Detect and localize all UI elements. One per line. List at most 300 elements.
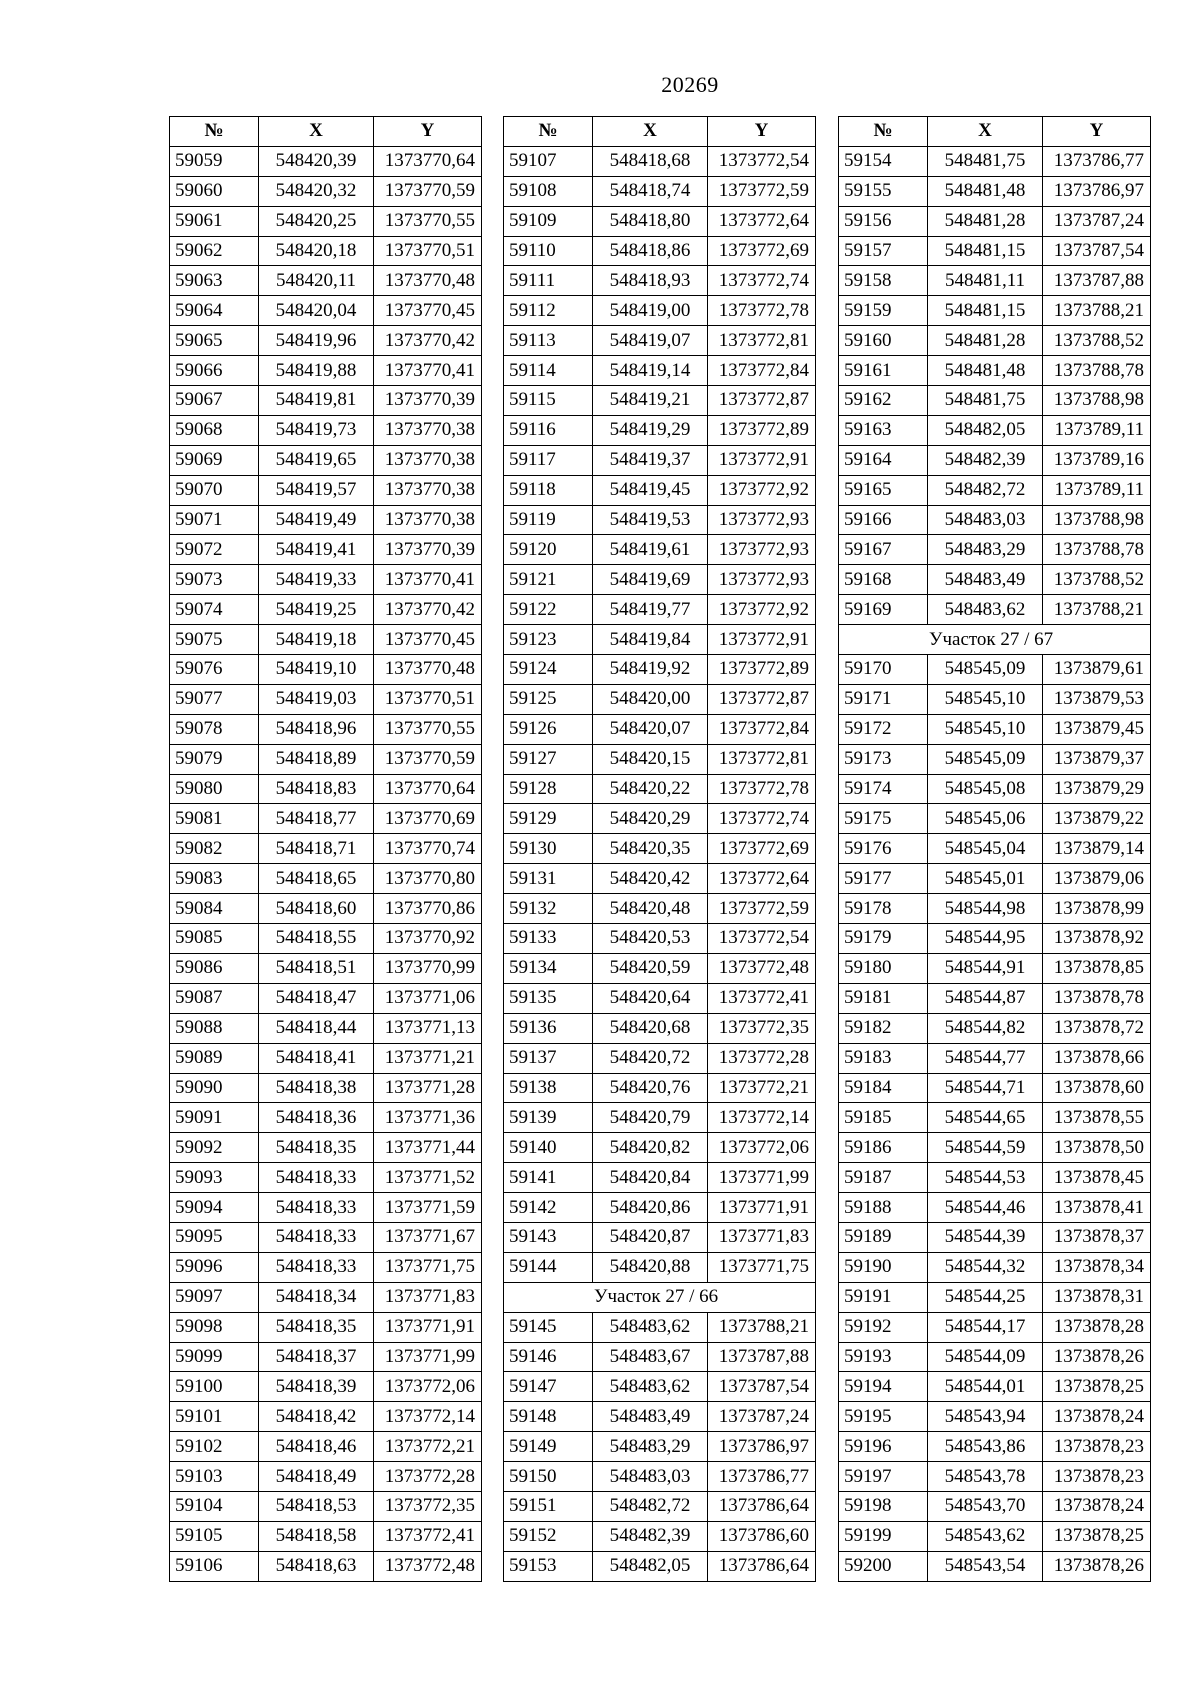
y-coordinate-cell: 1373770,64	[374, 774, 482, 804]
table-row	[170, 1521, 482, 1551]
x-coordinate-cell: 548420,25	[259, 206, 374, 236]
y-coordinate-cell: 1373770,92	[374, 924, 482, 954]
table-row	[839, 1163, 1151, 1193]
column-header-number: №	[170, 117, 259, 147]
point-number-cell: 59151	[504, 1491, 593, 1521]
table-row	[504, 655, 816, 685]
x-coordinate-cell: 548418,80	[593, 206, 708, 236]
table-row	[504, 535, 816, 565]
y-coordinate-cell: 1373771,52	[374, 1163, 482, 1193]
table-row	[839, 1282, 1151, 1312]
table-row	[504, 1372, 816, 1402]
x-coordinate-cell: 548420,72	[593, 1043, 708, 1073]
x-coordinate-cell: 548420,53	[593, 924, 708, 954]
x-coordinate-cell: 548418,33	[259, 1222, 374, 1252]
point-number-cell: 59173	[839, 744, 928, 774]
x-coordinate-cell: 548544,59	[928, 1133, 1043, 1163]
point-number-cell: 59070	[170, 475, 259, 505]
y-coordinate-cell: 1373878,25	[1043, 1372, 1151, 1402]
point-number-cell: 59119	[504, 505, 593, 535]
table-row	[170, 774, 482, 804]
x-coordinate-cell: 548544,53	[928, 1163, 1043, 1193]
y-coordinate-cell: 1373772,64	[708, 206, 816, 236]
point-number-cell: 59177	[839, 864, 928, 894]
point-number-cell: 59175	[839, 804, 928, 834]
y-coordinate-cell: 1373772,93	[708, 535, 816, 565]
y-coordinate-cell: 1373878,92	[1043, 924, 1151, 954]
point-number-cell: 59082	[170, 834, 259, 864]
y-coordinate-cell: 1373772,14	[708, 1103, 816, 1133]
y-coordinate-cell: 1373770,64	[374, 146, 482, 176]
table-row	[839, 206, 1151, 236]
table-row	[504, 1013, 816, 1043]
y-coordinate-cell: 1373772,59	[708, 894, 816, 924]
table-header-row	[839, 117, 1151, 147]
point-number-cell: 59071	[170, 505, 259, 535]
y-coordinate-cell: 1373770,38	[374, 475, 482, 505]
x-coordinate-cell: 548420,00	[593, 684, 708, 714]
table-row	[504, 1521, 816, 1551]
point-number-cell: 59156	[839, 206, 928, 236]
point-number-cell: 59101	[170, 1402, 259, 1432]
x-coordinate-cell: 548418,58	[259, 1521, 374, 1551]
y-coordinate-cell: 1373770,38	[374, 415, 482, 445]
x-coordinate-cell: 548419,41	[259, 535, 374, 565]
y-coordinate-cell: 1373786,60	[708, 1521, 816, 1551]
x-coordinate-cell: 548418,96	[259, 714, 374, 744]
x-coordinate-cell: 548420,15	[593, 744, 708, 774]
table-row	[504, 804, 816, 834]
x-coordinate-cell: 548418,33	[259, 1252, 374, 1282]
y-coordinate-cell: 1373770,39	[374, 386, 482, 416]
y-coordinate-cell: 1373878,31	[1043, 1282, 1151, 1312]
y-coordinate-cell: 1373878,50	[1043, 1133, 1151, 1163]
x-coordinate-cell: 548418,51	[259, 953, 374, 983]
x-coordinate-cell: 548418,33	[259, 1163, 374, 1193]
coordinates-table-2	[503, 116, 816, 1582]
y-coordinate-cell: 1373789,11	[1043, 415, 1151, 445]
point-number-cell: 59182	[839, 1013, 928, 1043]
x-coordinate-cell: 548545,01	[928, 864, 1043, 894]
table-row	[170, 266, 482, 296]
x-coordinate-cell: 548419,92	[593, 655, 708, 685]
point-number-cell: 59129	[504, 804, 593, 834]
table-row	[170, 744, 482, 774]
y-coordinate-cell: 1373772,78	[708, 296, 816, 326]
x-coordinate-cell: 548420,42	[593, 864, 708, 894]
y-coordinate-cell: 1373878,99	[1043, 894, 1151, 924]
y-coordinate-cell: 1373772,87	[708, 386, 816, 416]
y-coordinate-cell: 1373772,35	[708, 1013, 816, 1043]
table-row	[504, 983, 816, 1013]
y-coordinate-cell: 1373878,23	[1043, 1432, 1151, 1462]
table-row	[170, 983, 482, 1013]
table-row	[170, 1551, 482, 1581]
point-number-cell: 59155	[839, 176, 928, 206]
x-coordinate-cell: 548544,77	[928, 1043, 1043, 1073]
table-row	[504, 1342, 816, 1372]
x-coordinate-cell: 548420,84	[593, 1163, 708, 1193]
page-number: 20269	[661, 72, 719, 97]
x-coordinate-cell: 548418,55	[259, 924, 374, 954]
y-coordinate-cell: 1373772,84	[708, 356, 816, 386]
table-row	[839, 445, 1151, 475]
table-header-row	[170, 117, 482, 147]
y-coordinate-cell: 1373772,84	[708, 714, 816, 744]
point-number-cell: 59114	[504, 356, 593, 386]
point-number-cell: 59167	[839, 535, 928, 565]
point-number-cell: 59106	[170, 1551, 259, 1581]
table-row	[170, 206, 482, 236]
point-number-cell: 59188	[839, 1193, 928, 1223]
table-row	[504, 1073, 816, 1103]
x-coordinate-cell: 548543,54	[928, 1551, 1043, 1581]
point-number-cell: 59169	[839, 595, 928, 625]
y-coordinate-cell: 1373770,51	[374, 236, 482, 266]
x-coordinate-cell: 548482,39	[928, 445, 1043, 475]
x-coordinate-cell: 548544,01	[928, 1372, 1043, 1402]
table-row	[839, 1222, 1151, 1252]
y-coordinate-cell: 1373878,66	[1043, 1043, 1151, 1073]
x-coordinate-cell: 548544,32	[928, 1252, 1043, 1282]
table-row	[504, 146, 816, 176]
y-coordinate-cell: 1373788,21	[1043, 296, 1151, 326]
table-row	[504, 625, 816, 655]
point-number-cell: 59146	[504, 1342, 593, 1372]
x-coordinate-cell: 548418,60	[259, 894, 374, 924]
x-coordinate-cell: 548482,72	[593, 1491, 708, 1521]
x-coordinate-cell: 548483,03	[593, 1462, 708, 1492]
x-coordinate-cell: 548418,41	[259, 1043, 374, 1073]
x-coordinate-cell: 548482,05	[928, 415, 1043, 445]
table-row	[504, 864, 816, 894]
table-row	[170, 1372, 482, 1402]
table-row	[170, 1282, 482, 1312]
x-coordinate-cell: 548418,74	[593, 176, 708, 206]
table-row	[504, 356, 816, 386]
y-coordinate-cell: 1373879,29	[1043, 774, 1151, 804]
x-coordinate-cell: 548544,95	[928, 924, 1043, 954]
point-number-cell: 59080	[170, 774, 259, 804]
y-coordinate-cell: 1373878,72	[1043, 1013, 1151, 1043]
x-coordinate-cell: 548418,68	[593, 146, 708, 176]
table-row	[839, 1013, 1151, 1043]
section-row	[504, 1282, 816, 1312]
point-number-cell: 59164	[839, 445, 928, 475]
table-row	[170, 1402, 482, 1432]
point-number-cell: 59102	[170, 1432, 259, 1462]
x-coordinate-cell: 548481,48	[928, 176, 1043, 206]
point-number-cell: 59069	[170, 445, 259, 475]
table-row	[170, 1462, 482, 1492]
x-coordinate-cell: 548418,33	[259, 1193, 374, 1223]
table-row	[839, 774, 1151, 804]
x-coordinate-cell: 548418,77	[259, 804, 374, 834]
y-coordinate-cell: 1373879,53	[1043, 684, 1151, 714]
x-coordinate-cell: 548418,47	[259, 983, 374, 1013]
x-coordinate-cell: 548481,28	[928, 326, 1043, 356]
point-number-cell: 59110	[504, 236, 593, 266]
point-number-cell: 59186	[839, 1133, 928, 1163]
point-number-cell: 59085	[170, 924, 259, 954]
point-number-cell: 59197	[839, 1462, 928, 1492]
point-number-cell: 59139	[504, 1103, 593, 1133]
y-coordinate-cell: 1373786,64	[708, 1491, 816, 1521]
table-row	[170, 1342, 482, 1372]
point-number-cell: 59143	[504, 1222, 593, 1252]
table-row	[170, 804, 482, 834]
table-row	[504, 1222, 816, 1252]
table-row	[839, 834, 1151, 864]
y-coordinate-cell: 1373788,52	[1043, 565, 1151, 595]
point-number-cell: 59097	[170, 1282, 259, 1312]
point-number-cell: 59131	[504, 864, 593, 894]
y-coordinate-cell: 1373772,14	[374, 1402, 482, 1432]
point-number-cell: 59060	[170, 176, 259, 206]
point-number-cell: 59194	[839, 1372, 928, 1402]
x-coordinate-cell: 548419,00	[593, 296, 708, 326]
x-coordinate-cell: 548481,15	[928, 296, 1043, 326]
point-number-cell: 59141	[504, 1163, 593, 1193]
point-number-cell: 59154	[839, 146, 928, 176]
y-coordinate-cell: 1373771,13	[374, 1013, 482, 1043]
point-number-cell: 59096	[170, 1252, 259, 1282]
point-number-cell: 59130	[504, 834, 593, 864]
x-coordinate-cell: 548419,84	[593, 625, 708, 655]
y-coordinate-cell: 1373879,22	[1043, 804, 1151, 834]
x-coordinate-cell: 548418,38	[259, 1073, 374, 1103]
column-header-x: X	[593, 117, 708, 147]
y-coordinate-cell: 1373772,48	[374, 1551, 482, 1581]
y-coordinate-cell: 1373787,24	[1043, 206, 1151, 236]
y-coordinate-cell: 1373772,28	[708, 1043, 816, 1073]
x-coordinate-cell: 548419,10	[259, 655, 374, 685]
y-coordinate-cell: 1373787,88	[708, 1342, 816, 1372]
y-coordinate-cell: 1373771,75	[708, 1252, 816, 1282]
point-number-cell: 59145	[504, 1312, 593, 1342]
x-coordinate-cell: 548419,07	[593, 326, 708, 356]
table-row	[170, 1103, 482, 1133]
y-coordinate-cell: 1373770,38	[374, 445, 482, 475]
y-coordinate-cell: 1373770,41	[374, 565, 482, 595]
point-number-cell: 59068	[170, 415, 259, 445]
x-coordinate-cell: 548420,29	[593, 804, 708, 834]
point-number-cell: 59136	[504, 1013, 593, 1043]
x-coordinate-cell: 548418,93	[593, 266, 708, 296]
point-number-cell: 59163	[839, 415, 928, 445]
column-header-y: Y	[1043, 117, 1151, 147]
point-number-cell: 59142	[504, 1193, 593, 1223]
y-coordinate-cell: 1373879,61	[1043, 655, 1151, 685]
y-coordinate-cell: 1373770,69	[374, 804, 482, 834]
y-coordinate-cell: 1373878,37	[1043, 1222, 1151, 1252]
x-coordinate-cell: 548420,32	[259, 176, 374, 206]
point-number-cell: 59190	[839, 1252, 928, 1282]
y-coordinate-cell: 1373878,41	[1043, 1193, 1151, 1223]
y-coordinate-cell: 1373786,97	[1043, 176, 1151, 206]
y-coordinate-cell: 1373788,52	[1043, 326, 1151, 356]
point-number-cell: 59196	[839, 1432, 928, 1462]
coordinates-table-3	[838, 116, 1151, 1582]
y-coordinate-cell: 1373772,92	[708, 475, 816, 505]
x-coordinate-cell: 548420,07	[593, 714, 708, 744]
point-number-cell: 59192	[839, 1312, 928, 1342]
y-coordinate-cell: 1373771,75	[374, 1252, 482, 1282]
table-row	[839, 894, 1151, 924]
point-number-cell: 59179	[839, 924, 928, 954]
table-row	[504, 1462, 816, 1492]
y-coordinate-cell: 1373879,14	[1043, 834, 1151, 864]
x-coordinate-cell: 548419,18	[259, 625, 374, 655]
point-number-cell: 59079	[170, 744, 259, 774]
point-number-cell: 59065	[170, 326, 259, 356]
point-number-cell: 59159	[839, 296, 928, 326]
y-coordinate-cell: 1373789,11	[1043, 475, 1151, 505]
table-row	[839, 1043, 1151, 1073]
x-coordinate-cell: 548482,72	[928, 475, 1043, 505]
point-number-cell: 59138	[504, 1073, 593, 1103]
point-number-cell: 59059	[170, 146, 259, 176]
y-coordinate-cell: 1373772,41	[374, 1521, 482, 1551]
table-row	[504, 595, 816, 625]
x-coordinate-cell: 548419,81	[259, 386, 374, 416]
x-coordinate-cell: 548418,46	[259, 1432, 374, 1462]
x-coordinate-cell: 548544,25	[928, 1282, 1043, 1312]
table-row	[170, 176, 482, 206]
table-row	[170, 834, 482, 864]
x-coordinate-cell: 548420,76	[593, 1073, 708, 1103]
point-number-cell: 59172	[839, 714, 928, 744]
x-coordinate-cell: 548418,63	[259, 1551, 374, 1581]
x-coordinate-cell: 548544,65	[928, 1103, 1043, 1133]
column-header-y: Y	[708, 117, 816, 147]
table-row	[839, 1462, 1151, 1492]
table-row	[839, 655, 1151, 685]
table-row	[170, 1043, 482, 1073]
point-number-cell: 59086	[170, 953, 259, 983]
x-coordinate-cell: 548420,79	[593, 1103, 708, 1133]
table-row	[170, 535, 482, 565]
table-row	[839, 1342, 1151, 1372]
point-number-cell: 59067	[170, 386, 259, 416]
y-coordinate-cell: 1373878,25	[1043, 1521, 1151, 1551]
point-number-cell: 59118	[504, 475, 593, 505]
table-row	[839, 1432, 1151, 1462]
x-coordinate-cell: 548420,18	[259, 236, 374, 266]
y-coordinate-cell: 1373770,74	[374, 834, 482, 864]
point-number-cell: 59150	[504, 1462, 593, 1492]
y-coordinate-cell: 1373772,92	[708, 595, 816, 625]
x-coordinate-cell: 548545,09	[928, 744, 1043, 774]
x-coordinate-cell: 548420,64	[593, 983, 708, 1013]
y-coordinate-cell: 1373772,54	[708, 146, 816, 176]
y-coordinate-cell: 1373770,39	[374, 535, 482, 565]
point-number-cell: 59112	[504, 296, 593, 326]
point-number-cell: 59162	[839, 386, 928, 416]
point-number-cell: 59198	[839, 1491, 928, 1521]
table-row	[170, 386, 482, 416]
x-coordinate-cell: 548418,35	[259, 1133, 374, 1163]
x-coordinate-cell: 548419,33	[259, 565, 374, 595]
point-number-cell: 59132	[504, 894, 593, 924]
table-row	[170, 1222, 482, 1252]
x-coordinate-cell: 548420,04	[259, 296, 374, 326]
table-row	[839, 176, 1151, 206]
table-row	[839, 1491, 1151, 1521]
y-coordinate-cell: 1373878,78	[1043, 983, 1151, 1013]
x-coordinate-cell: 548420,39	[259, 146, 374, 176]
x-coordinate-cell: 548544,09	[928, 1342, 1043, 1372]
point-number-cell: 59062	[170, 236, 259, 266]
table-row	[170, 356, 482, 386]
x-coordinate-cell: 548483,62	[928, 595, 1043, 625]
x-coordinate-cell: 548419,53	[593, 505, 708, 535]
y-coordinate-cell: 1373770,59	[374, 176, 482, 206]
point-number-cell: 59081	[170, 804, 259, 834]
table-row	[170, 1252, 482, 1282]
x-coordinate-cell: 548483,29	[928, 535, 1043, 565]
table-row	[504, 1163, 816, 1193]
y-coordinate-cell: 1373771,44	[374, 1133, 482, 1163]
point-number-cell: 59148	[504, 1402, 593, 1432]
point-number-cell: 59104	[170, 1491, 259, 1521]
y-coordinate-cell: 1373772,93	[708, 565, 816, 595]
x-coordinate-cell: 548543,78	[928, 1462, 1043, 1492]
point-number-cell: 59181	[839, 983, 928, 1013]
x-coordinate-cell: 548419,96	[259, 326, 374, 356]
point-number-cell: 59149	[504, 1432, 593, 1462]
x-coordinate-cell: 548420,82	[593, 1133, 708, 1163]
table-row	[504, 1551, 816, 1581]
point-number-cell: 59187	[839, 1163, 928, 1193]
y-coordinate-cell: 1373770,45	[374, 625, 482, 655]
x-coordinate-cell: 548419,61	[593, 535, 708, 565]
point-number-cell: 59109	[504, 206, 593, 236]
x-coordinate-cell: 548545,08	[928, 774, 1043, 804]
table-row	[170, 505, 482, 535]
y-coordinate-cell: 1373878,34	[1043, 1252, 1151, 1282]
table-row	[504, 266, 816, 296]
table-row	[504, 415, 816, 445]
point-number-cell: 59087	[170, 983, 259, 1013]
y-coordinate-cell: 1373770,80	[374, 864, 482, 894]
y-coordinate-cell: 1373772,21	[708, 1073, 816, 1103]
table-row	[170, 684, 482, 714]
y-coordinate-cell: 1373878,26	[1043, 1551, 1151, 1581]
table-row	[839, 983, 1151, 1013]
x-coordinate-cell: 548545,10	[928, 684, 1043, 714]
table-row	[170, 296, 482, 326]
point-number-cell: 59165	[839, 475, 928, 505]
point-number-cell: 59122	[504, 595, 593, 625]
y-coordinate-cell: 1373772,74	[708, 266, 816, 296]
table-row	[504, 1312, 816, 1342]
y-coordinate-cell: 1373771,91	[374, 1312, 482, 1342]
table-row	[170, 1133, 482, 1163]
table-row	[170, 1163, 482, 1193]
point-number-cell: 59099	[170, 1342, 259, 1372]
x-coordinate-cell: 548481,75	[928, 146, 1043, 176]
x-coordinate-cell: 548418,89	[259, 744, 374, 774]
y-coordinate-cell: 1373787,54	[708, 1372, 816, 1402]
table-row	[839, 386, 1151, 416]
x-coordinate-cell: 548419,37	[593, 445, 708, 475]
x-coordinate-cell: 548418,49	[259, 1462, 374, 1492]
y-coordinate-cell: 1373772,54	[708, 924, 816, 954]
x-coordinate-cell: 548418,35	[259, 1312, 374, 1342]
x-coordinate-cell: 548418,39	[259, 1372, 374, 1402]
table-row	[504, 1193, 816, 1223]
